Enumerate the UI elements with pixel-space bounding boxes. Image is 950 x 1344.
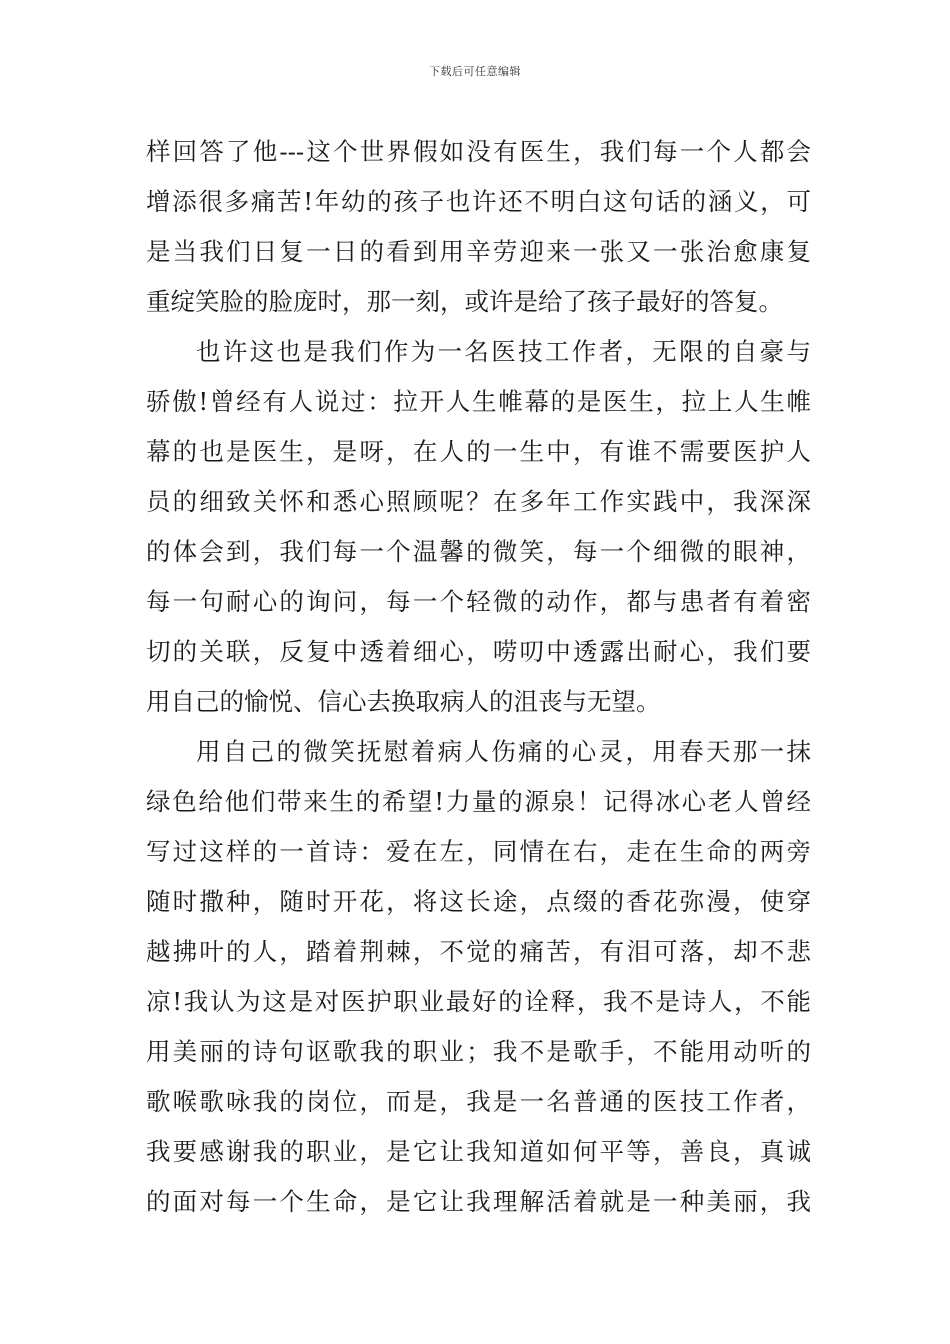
text-line: 越拂叶的人，踏着荆棘，不觉的痛苦，有泪可落，却不悲 [146, 937, 811, 966]
paragraph-1 [146, 127, 811, 327]
text-line: 随时撒种，随时开花，将这长途，点缀的香花弥漫，使穿 [146, 887, 811, 916]
text-line: 用自己的愉悦、信心去换取病人的沮丧与无望。 [146, 687, 661, 716]
paragraph-3 [146, 727, 811, 1227]
text-line: 重绽笑脸的脸庞时，那一刻，或许是给了孩子最好的答复。 [146, 287, 783, 316]
text-line: 用美丽的诗句讴歌我的职业；我不是歌手，不能用动听的 [146, 1037, 811, 1066]
text-line: 绿色给他们带来生的希望!力量的源泉！记得冰心老人曾经 [146, 787, 811, 816]
text-line: 增添很多痛苦!年幼的孩子也许还不明白这句话的涵义，可 [146, 187, 811, 216]
text-line: 也许这也是我们作为一名医技工作者，无限的自豪与 [196, 337, 811, 366]
text-line: 样回答了他---这个世界假如没有医生，我们每一个人都会 [146, 137, 811, 166]
text-line: 我要感谢我的职业，是它让我知道如何平等，善良，真诚 [146, 1137, 811, 1166]
text-line: 歌喉歌咏我的岗位，而是，我是一名普通的医技工作者， [146, 1087, 811, 1116]
text-line: 写过这样的一首诗：爱在左，同情在右，走在生命的两旁 [146, 837, 811, 866]
text-line: 用自己的微笑抚慰着病人伤痛的心灵，用春天那一抹 [196, 737, 811, 766]
text-line: 凉!我认为这是对医护职业最好的诠释，我不是诗人，不能 [146, 987, 811, 1016]
body-text [146, 127, 811, 1227]
text-line: 切的关联，反复中透着细心，唠叨中透露出耐心，我们要 [146, 637, 811, 666]
text-line: 的体会到，我们每一个温馨的微笑，每一个细微的眼神， [146, 537, 811, 566]
text-line: 是当我们日复一日的看到用辛劳迎来一张又一张治愈康复 [146, 237, 811, 266]
text-line: 幕的也是医生，是呀，在人的一生中，有谁不需要医护人 [146, 437, 811, 466]
text-line: 骄傲!曾经有人说过：拉开人生帷幕的是医生，拉上人生帷 [146, 387, 811, 416]
text-line: 每一句耐心的询问，每一个轻微的动作，都与患者有着密 [146, 587, 811, 616]
page-header: 下载后可任意编辑 [429, 65, 521, 78]
text-line: 的面对每一个生命，是它让我理解活着就是一种美丽，我 [146, 1187, 811, 1216]
text-line: 员的细致关怀和悉心照顾呢？在多年工作实践中，我深深 [146, 487, 811, 516]
paragraph-2 [146, 327, 811, 727]
